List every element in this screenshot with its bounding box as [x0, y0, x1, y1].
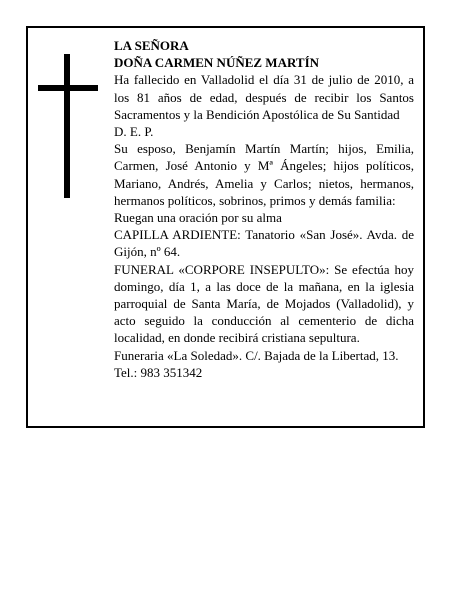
- heading-title: LA SEÑORA: [114, 38, 189, 53]
- rip-line: D. E. P.: [114, 124, 154, 140]
- family-paragraph: Su esposo, Benjamín Martín Martín; hijos, Emilia, Carmen, José Antonio y Mª Ángeles; hijos políticos, Mariano, Andrés, Amelia y Carlos; nietos, hermanos, hermanos políticos, sobrinos, primos y demás familia:: [114, 141, 414, 208]
- funeral-info: FUNERAL «CORPORE INSEPULTO»: Se efectúa hoy domingo, día 1, a las doce de la mañana, en la iglesia parroquial de Santa María, de Mojados (Valladolid), y acto seguido la conducción al cementerio de dicha localidad, en donde recibirá cristiana sepultura.: [114, 261, 414, 346]
- deceased-name: DOÑA CARMEN NÚÑEZ MARTÍN: [114, 55, 320, 71]
- cross-vertical-bar: [64, 54, 70, 198]
- prayer-request: Ruegan una oración por su alma: [114, 210, 282, 226]
- funeral-home-info: Funeraria «La Soledad». C/. Bajada de la Libertad, 13.: [114, 347, 399, 363]
- death-announcement: Ha fallecido en Valladolid el día 31 de julio de 2010, a los 81 años de edad, después de recibir los Santos Sacramentos y la Bendición Apostólica de Su Santidad: [114, 72, 414, 122]
- obituary-text: [114, 37, 414, 381]
- cross-icon: [38, 54, 98, 198]
- chapel-info: CAPILLA ARDIENTE: Tanatorio «San José». Avda. de Gijón, nº 64.: [114, 227, 414, 260]
- cross-horizontal-bar: [38, 85, 98, 91]
- phone-number: Tel.: 983 351342: [114, 364, 203, 380]
